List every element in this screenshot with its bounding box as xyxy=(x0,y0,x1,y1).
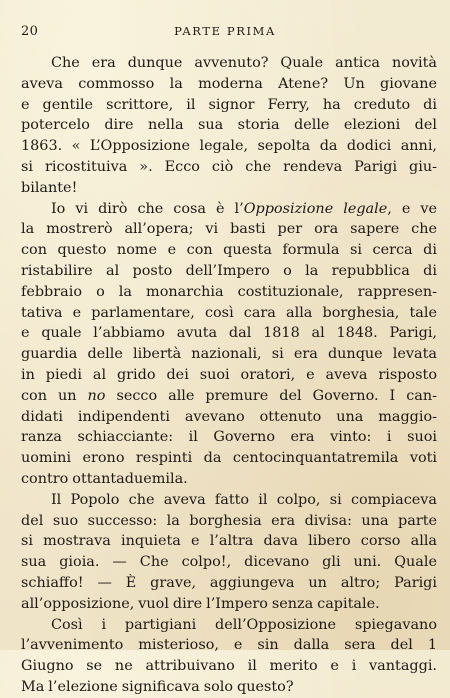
text-line xyxy=(21,490,437,511)
text-segment: del suo successo: la borghesia era divisa: una parte xyxy=(21,512,437,529)
text-segment: contro ottantaduemila. xyxy=(21,470,188,487)
text-line xyxy=(21,511,437,532)
text-segment: la mostrerò all’opera; vi basti per ora sapere che xyxy=(21,221,437,238)
text-segment: in piedi al grido dei suoi oratori, e aveva risposto xyxy=(21,366,437,383)
text-segment: Ma l’elezione significava solo questo? xyxy=(21,678,294,695)
text-segment: con un xyxy=(21,387,88,404)
text-line xyxy=(21,282,437,303)
text-segment: didati indipendenti avevano ottenuto una maggio- xyxy=(21,408,437,425)
text-line xyxy=(21,323,437,344)
text-line xyxy=(21,115,437,136)
text-line xyxy=(21,427,437,448)
italic-text: no xyxy=(87,387,106,404)
text-segment: uomini erono respinti da centocinquantatremila voti xyxy=(21,450,437,467)
body-text xyxy=(21,53,437,698)
text-line xyxy=(21,552,437,573)
text-line xyxy=(21,261,437,282)
text-line xyxy=(21,157,437,178)
text-line xyxy=(21,365,437,386)
text-line xyxy=(21,53,437,74)
text-segment: schiaffo! — È grave, aggiungeva un altro; Parigi xyxy=(21,574,437,591)
text-line xyxy=(21,635,437,656)
text-segment: Così i partigiani dell’Opposizione spiegavano xyxy=(51,616,437,633)
text-segment: aveva commosso la moderna Atene? Un giovane xyxy=(21,75,437,92)
text-line xyxy=(21,531,437,552)
text-line xyxy=(21,95,437,116)
text-segment: febbraio o la monarchia costituzionale, rappresen- xyxy=(21,283,437,300)
text-line xyxy=(21,344,437,365)
paragraph xyxy=(21,615,437,698)
text-line xyxy=(21,136,437,157)
text-segment: con questo nome e con questa formula si cerca di xyxy=(21,242,437,259)
text-segment: sua gioia. — Che colpo!, dicevano gli uni. Quale xyxy=(21,554,437,571)
text-line xyxy=(21,677,437,698)
text-segment: l’avvenimento misterioso, e sin dalla sera del 1 xyxy=(21,637,437,654)
text-line xyxy=(21,240,437,261)
text-segment: guardia delle libertà nazionali, si era dunque levata xyxy=(21,346,437,363)
paragraph xyxy=(21,490,437,615)
text-line xyxy=(21,615,437,636)
text-segment: Il Popolo che aveva fatto il colpo, si compiaceva xyxy=(51,491,437,508)
text-segment: Che era dunque avvenuto? Quale antica novità xyxy=(51,55,437,71)
text-line xyxy=(21,656,437,677)
text-line xyxy=(21,219,437,240)
text-segment: e gentile scrittore, il signor Ferry, ha creduto di xyxy=(21,96,437,113)
text-line xyxy=(21,199,437,220)
text-segment: ristabilire al posto dell’Impero o la repubblica di xyxy=(21,262,437,279)
text-segment: tativa e parlamentare, così cara alla borghesia, tale xyxy=(21,304,437,321)
text-segment: e quale l’abbiamo avuta dal 1818 al 1848. Parigi, xyxy=(21,325,437,342)
text-line xyxy=(21,74,437,95)
paragraph xyxy=(21,53,437,199)
text-segment: si mostrava inquieta e l’altra dava libero corso alla xyxy=(21,533,437,550)
text-segment: Giugno se ne attribuivano il merito e i vantaggi. xyxy=(21,658,437,675)
text-segment: potercelo dire nella sua storia delle elezioni del xyxy=(21,117,437,134)
text-line xyxy=(21,178,437,199)
text-segment: 1863. « L’Opposizione legale, sepolta da dodici anni, xyxy=(21,138,437,155)
text-line xyxy=(21,594,437,615)
text-segment: all’opposizione, vuol dire l’Impero senza capitale. xyxy=(21,595,380,612)
text-line xyxy=(21,469,437,490)
text-segment: Io vi dirò che cosa è l’ xyxy=(51,200,244,217)
text-line xyxy=(21,303,437,324)
italic-text: Opposizione legale xyxy=(243,200,388,217)
text-segment: , e ve xyxy=(387,200,437,217)
paragraph xyxy=(21,199,437,490)
text-line xyxy=(21,573,437,594)
text-segment: bilante! xyxy=(21,179,78,196)
page-number: 20 xyxy=(21,24,39,39)
text-line xyxy=(21,407,437,428)
running-head: PARTE PRIMA xyxy=(174,24,276,38)
text-segment: si ricostituiva ». Ecco ciò che rendeva Parigi giu- xyxy=(21,158,437,175)
text-line xyxy=(21,448,437,469)
text-segment: secco alle premure del Governo. I can- xyxy=(105,387,437,404)
text-segment: ranza schiacciante: il Governo era vinto: i suoi xyxy=(21,429,437,446)
text-line xyxy=(21,386,437,407)
